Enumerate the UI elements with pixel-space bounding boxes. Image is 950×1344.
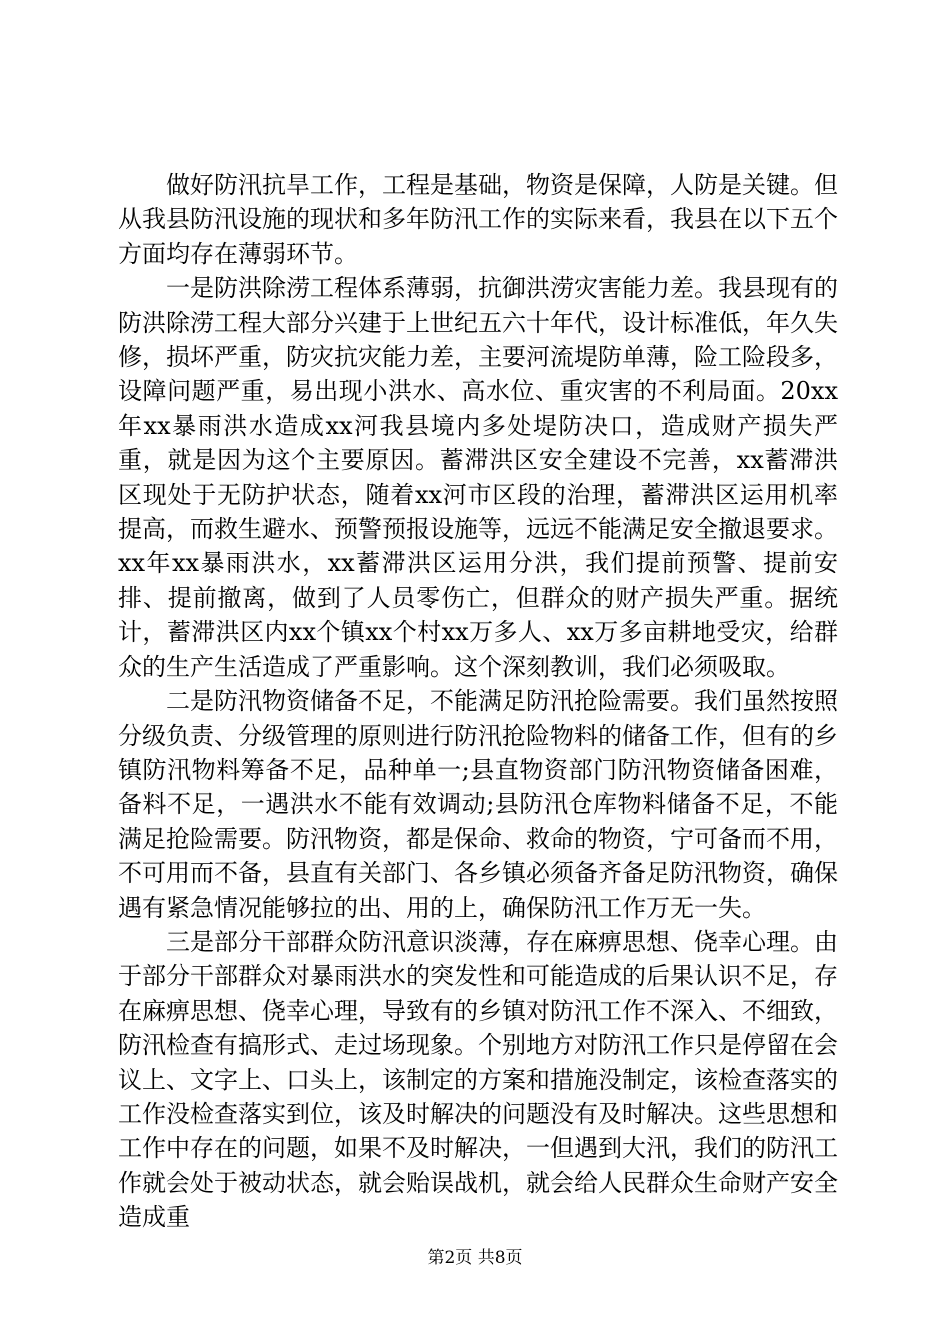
- paragraph-intro: 做好防汛抗旱工作，工程是基础，物资是保障，人防是关键。但从我县防汛设施的现状和多年防汛工作的实际来看，我县在以下五个方面均存在薄弱环节。: [118, 171, 838, 268]
- page-number-footer: 第2页 共8页: [427, 1248, 523, 1268]
- document-body: [118, 168, 838, 1235]
- paragraph-point-three: 三是部分干部群众防汛意识淡薄，存在麻痹思想、侥幸心理。由于部分干部群众对暴雨洪水的突发性和可能造成的后果认识不足，存在麻痹思想、侥幸心理，导致有的乡镇对防汛工作不深入、不细致，防汛检查有搞形式、走过场现象。个别地方对防汛工作只是停留在会议上、文字上、口头上，该制定的方案和措施没制定，该检查落实的工作没检查落实到位，该及时解决的问题没有及时解决。这些思想和工作中存在的问题，如果不及时解决，一但遇到大汛，我们的防汛工作就会处于被动状态，就会贻误战机，就会给人民群众生命财产安全造成重: [118, 927, 838, 1232]
- paragraph-point-two: 二是防汛物资储备不足，不能满足防汛抢险需要。我们虽然按照分级负责、分级管理的原则进行防汛抢险物料的储备工作，但有的乡镇防汛物料筹备不足，品种单一;县直物资部门防汛物资储备困难，备料不足，一遇洪水不能有效调动;县防汛仓库物料储备不足，不能满足抢险需要。防汛物资，都是保命、救命的物资，宁可备而不用，不可用而不备，县直有关部门、各乡镇必须备齐备足防汛物资，确保遇有紧急情况能够拉的出、用的上，确保防汛工作万无一失。: [118, 687, 838, 922]
- paragraph-point-one: 一是防洪除涝工程体系薄弱，抗御洪涝灾害能力差。我县现有的防洪除涝工程大部分兴建于上世纪五六十年代，设计标准低，年久失修，损坏严重，防灾抗灾能力差，主要河流堤防单薄，险工险段多，设障问题严重，易出现小洪水、高水位、重灾害的不利局面。20xx年xx暴雨洪水造成xx河我县境内多处堤防决口，造成财产损失严重，就是因为这个主要原因。蓄滞洪区安全建设不完善，xx蓄滞洪区现处于无防护状态，随着xx河市区段的治理，蓄滞洪区运用机率提高，而救生避水、预警预报设施等，远远不能满足安全撤退要求。xx年xx暴雨洪水，xx蓄滞洪区运用分洪，我们提前预警、提前安排、提前撤离，做到了人员零伤亡，但群众的财产损失严重。据统计，蓄滞洪区内xx个镇xx个村xx万多人、xx万多亩耕地受灾，给群众的生产生活造成了严重影响。这个深刻教训，我们必须吸取。: [118, 274, 838, 681]
